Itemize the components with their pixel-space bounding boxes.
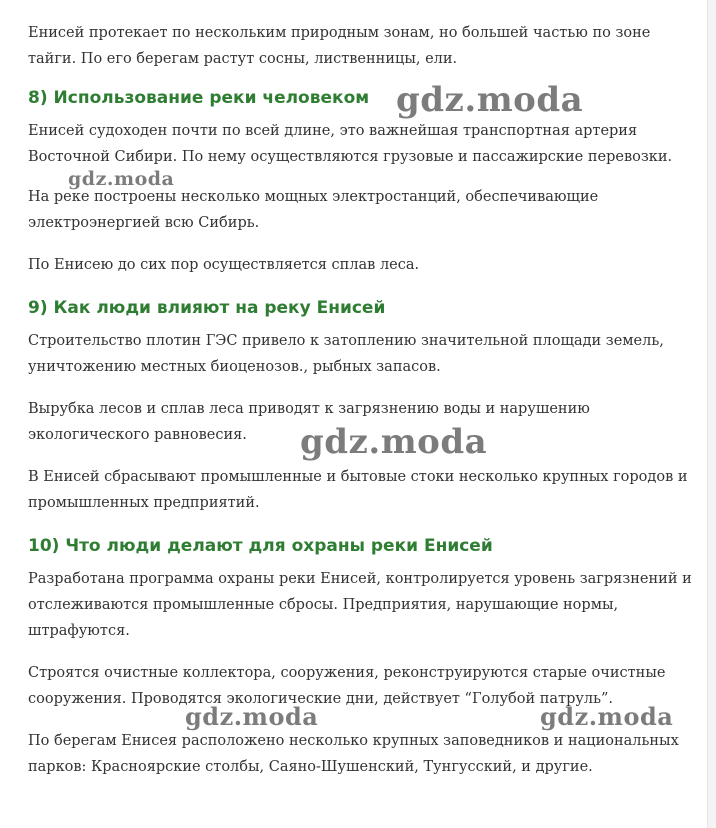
section-10-paragraph-1: Разработана программа охраны реки Енисей, контролируется уровень загрязнений и отслеживаются промышленные сбросы. Предприятия, нарушающие нормы, штрафуются. [28,571,692,639]
article-content [28,20,698,780]
section-10-heading: 10) Что люди делают для охраны реки Енисей [28,536,493,556]
section-8-paragraph-2: На реке построены несколько мощных электростанций, обеспечивающие электроэнергией всю Сибирь. [28,189,599,231]
section-10-paragraph-3: По берегам Енисея расположено несколько крупных заповедников и национальных парков: Красноярские столбы, Саяно-Шушенский, Тунгусский, и другие. [28,733,679,775]
section-9-paragraph-2: Вырубка лесов и сплав леса приводят к загрязнению воды и нарушению экологического равновесия. [28,401,590,443]
scrollbar-track[interactable] [707,0,716,828]
section-9-heading: 9) Как люди влияют на реку Енисей [28,298,386,318]
watermark-logo: gdz.moda [185,702,319,731]
intro-paragraph: Енисей протекает по нескольким природным зонам, но большей частью по зоне тайги. По его берегам растут сосны, лиственницы, ели. [28,25,651,67]
watermark-logo: gdz.moda [300,422,488,462]
watermark-logo: gdz.moda [68,168,175,190]
section-8-heading: 8) Использование реки человеком [28,88,370,108]
section-9-paragraph-1: Строительство плотин ГЭС привело к затоплению значительной площади земель, уничтожению местных биоценозов., рыбных запасов. [28,333,664,375]
section-10-paragraph-2: Строятся очистные коллектора, сооружения, реконструируются старые очистные сооружения. Проводятся экологические дни, действует “Голубой патруль”. [28,665,666,707]
section-9-paragraph-3: В Енисей сбрасывают промышленные и бытовые стоки несколько крупных городов и промышленных предприятий. [28,469,688,511]
section-8-paragraph-1: Енисей судоходен почти по всей длине, это важнейшая транспортная артерия Восточной Сибири. По нему осуществляются грузовые и пассажирские перевозки. [28,123,673,165]
watermark-logo: gdz.moda [540,702,674,731]
section-8-paragraph-3: По Енисею до сих пор осуществляется сплав леса. [28,257,420,273]
watermark-logo: gdz.moda [396,80,584,120]
